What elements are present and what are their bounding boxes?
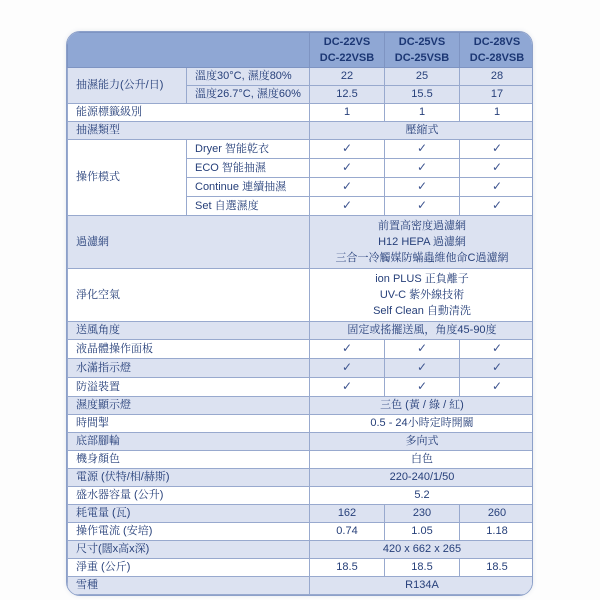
merged-value <box>310 216 534 269</box>
value-cell: 162 <box>310 505 385 523</box>
row-sublabel: 溫度30°C, 濕度80% <box>187 68 310 86</box>
check-icon: ✓ <box>341 141 353 155</box>
merged-line: Self Clean 自動清洗 <box>373 305 471 317</box>
row-label: 防溢裝置 <box>68 378 310 397</box>
table-row <box>68 340 534 359</box>
merged-value <box>310 269 534 322</box>
merged-value: 220-240/1/50 <box>310 469 534 487</box>
value-cell: 1 <box>385 104 460 122</box>
merged-line: ion PLUS 正負離子 <box>375 273 469 285</box>
value-cell <box>460 197 534 216</box>
check-icon: ✓ <box>416 160 428 174</box>
table-row <box>68 104 534 122</box>
header-model-dc-28vs <box>460 33 534 68</box>
value-cell <box>310 159 385 178</box>
merged-value: 白色 <box>310 451 534 469</box>
check-icon: ✓ <box>416 141 428 155</box>
model-name: DC-22VS <box>323 36 371 48</box>
check-icon: ✓ <box>416 198 428 212</box>
value-cell: 18.5 <box>310 559 385 577</box>
check-icon: ✓ <box>416 179 428 193</box>
table-row <box>68 269 534 322</box>
value-cell <box>310 140 385 159</box>
model-name: DC-25VS <box>398 36 446 48</box>
table-row <box>68 322 534 340</box>
row-label: 液晶體操作面板 <box>68 340 310 359</box>
row-label: 電源 (伏特/相/赫斯) <box>68 469 310 487</box>
table-row <box>68 505 534 523</box>
check-icon: ✓ <box>491 341 503 355</box>
spec-table <box>67 32 533 595</box>
value-cell <box>460 159 534 178</box>
check-icon: ✓ <box>416 379 428 393</box>
merged-line: 三合一冷觸媒防蟎蟲維他命C過濾網 <box>335 252 509 264</box>
value-cell: 18.5 <box>460 559 534 577</box>
value-cell <box>385 359 460 378</box>
value-cell: 17 <box>460 86 534 104</box>
table-row <box>68 559 534 577</box>
table-row <box>68 122 534 140</box>
value-cell: 1 <box>460 104 534 122</box>
merged-line: 前置高密度過濾網 <box>378 220 466 232</box>
model-name: DC-28VSB <box>469 52 525 64</box>
row-label: 尺寸(闊x高x深) <box>68 541 310 559</box>
header-empty-cell <box>68 33 310 68</box>
value-cell <box>460 140 534 159</box>
table-row <box>68 397 534 415</box>
row-label: 操作模式 <box>68 140 187 216</box>
check-icon: ✓ <box>491 141 503 155</box>
table-row <box>68 487 534 505</box>
value-cell <box>310 359 385 378</box>
row-label: 耗電量 (瓦) <box>68 505 310 523</box>
value-cell <box>385 140 460 159</box>
merged-line: UV-C 紫外線技術 <box>379 289 465 301</box>
row-label: 淨重 (公斤) <box>68 559 310 577</box>
value-cell: 230 <box>385 505 460 523</box>
table-row <box>68 378 534 397</box>
value-cell: 25 <box>385 68 460 86</box>
table-row <box>68 415 534 433</box>
table-row <box>68 451 534 469</box>
value-cell: 1 <box>310 104 385 122</box>
value-cell <box>460 378 534 397</box>
row-sublabel: 溫度26.7°C, 濕度60% <box>187 86 310 104</box>
merged-value: 多向式 <box>310 433 534 451</box>
check-icon: ✓ <box>416 360 428 374</box>
header-model-dc-25vs <box>385 33 460 68</box>
value-cell <box>385 378 460 397</box>
value-cell: 1.18 <box>460 523 534 541</box>
value-cell <box>460 340 534 359</box>
row-label: 機身顏色 <box>68 451 310 469</box>
row-label: 盛水器容量 (公升) <box>68 487 310 505</box>
merged-value: 壓縮式 <box>310 122 534 140</box>
row-sublabel: Continue 連續抽濕 <box>187 178 310 197</box>
value-cell <box>385 340 460 359</box>
check-icon: ✓ <box>341 379 353 393</box>
row-label: 抽濕類型 <box>68 122 310 140</box>
check-icon: ✓ <box>341 360 353 374</box>
merged-value: 固定或搖擺送風，角度45-90度 <box>310 322 534 340</box>
check-icon: ✓ <box>416 341 428 355</box>
check-icon: ✓ <box>491 379 503 393</box>
row-label: 送風角度 <box>68 322 310 340</box>
check-icon: ✓ <box>491 198 503 212</box>
model-name: DC-28VS <box>473 36 521 48</box>
table-row <box>68 140 534 159</box>
value-cell: 18.5 <box>385 559 460 577</box>
header-model-dc-22vs <box>310 33 385 68</box>
model-name: DC-25VSB <box>394 52 450 64</box>
row-label: 操作電流 (安培) <box>68 523 310 541</box>
row-label: 過濾網 <box>68 216 310 269</box>
header-row <box>68 33 534 68</box>
table-row <box>68 68 534 86</box>
value-cell <box>310 378 385 397</box>
value-cell: 28 <box>460 68 534 86</box>
value-cell <box>460 359 534 378</box>
merged-value: R134A <box>310 577 534 595</box>
value-cell: 15.5 <box>385 86 460 104</box>
merged-value: 420 x 662 x 265 <box>310 541 534 559</box>
check-icon: ✓ <box>491 179 503 193</box>
row-label: 能源標籤級別 <box>68 104 310 122</box>
merged-value: 0.5 - 24小時定時開關 <box>310 415 534 433</box>
table-row <box>68 541 534 559</box>
value-cell <box>460 178 534 197</box>
check-icon: ✓ <box>341 198 353 212</box>
value-cell: 1.05 <box>385 523 460 541</box>
table-row <box>68 469 534 487</box>
row-label: 抽濕能力(公升/日) <box>68 68 187 104</box>
table-row <box>68 433 534 451</box>
table-row <box>68 523 534 541</box>
model-name: DC-22VSB <box>319 52 375 64</box>
merged-value: 三色 (黃 / 綠 / 紅) <box>310 397 534 415</box>
value-cell <box>385 197 460 216</box>
table-row <box>68 359 534 378</box>
row-label: 淨化空氣 <box>68 269 310 322</box>
check-icon: ✓ <box>491 160 503 174</box>
check-icon: ✓ <box>341 160 353 174</box>
table-row <box>68 577 534 595</box>
table-row <box>68 216 534 269</box>
row-label: 濕度顯示燈 <box>68 397 310 415</box>
spec-table-container <box>66 31 533 596</box>
value-cell <box>310 178 385 197</box>
row-label: 雪種 <box>68 577 310 595</box>
value-cell <box>385 178 460 197</box>
value-cell: 22 <box>310 68 385 86</box>
row-sublabel: Set 自選濕度 <box>187 197 310 216</box>
row-label: 水滿指示燈 <box>68 359 310 378</box>
merged-line: H12 HEPA 過濾網 <box>378 236 466 248</box>
row-label: 時間掣 <box>68 415 310 433</box>
value-cell: 260 <box>460 505 534 523</box>
value-cell: 0.74 <box>310 523 385 541</box>
value-cell <box>310 197 385 216</box>
check-icon: ✓ <box>491 360 503 374</box>
value-cell <box>310 340 385 359</box>
value-cell <box>385 159 460 178</box>
check-icon: ✓ <box>341 341 353 355</box>
check-icon: ✓ <box>341 179 353 193</box>
row-label: 底部腳輪 <box>68 433 310 451</box>
row-sublabel: ECO 智能抽濕 <box>187 159 310 178</box>
row-sublabel: Dryer 智能乾衣 <box>187 140 310 159</box>
merged-value: 5.2 <box>310 487 534 505</box>
value-cell: 12.5 <box>310 86 385 104</box>
